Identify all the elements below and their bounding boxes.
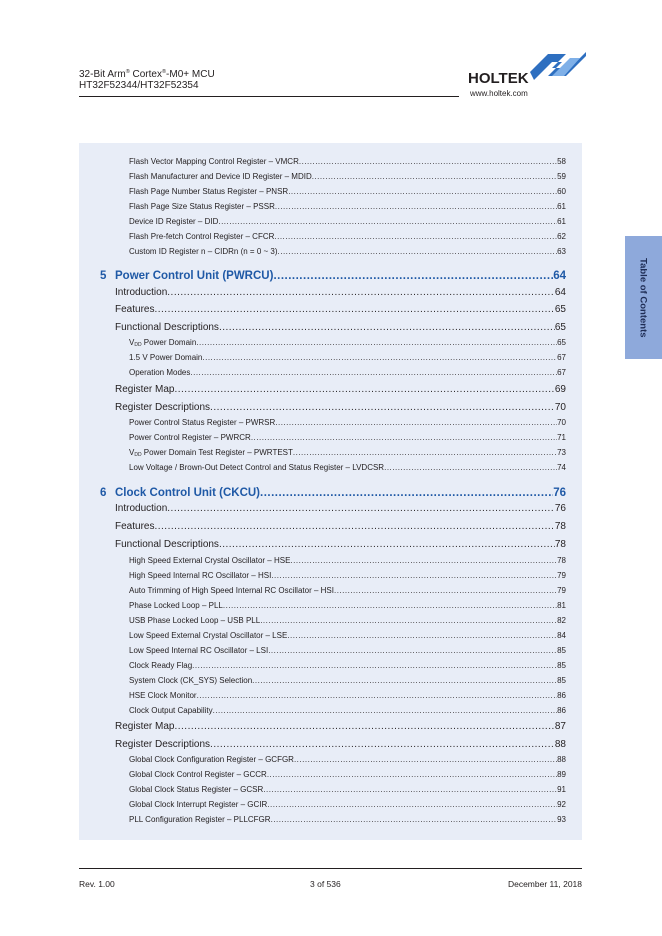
- toc-entry[interactable]: Clock Ready Flag ..... 85: [129, 661, 566, 671]
- toc-entry[interactable]: Global Clock Configuration Register – GCFGR ..... 88: [129, 755, 566, 765]
- toc-section[interactable]: Register Map ..... 87: [115, 721, 566, 733]
- toc-chapter[interactable]: 5 Power Control Unit (PWRCU) ..... 64: [100, 269, 566, 283]
- toc-entry[interactable]: $V_{DD}$ Power Domain Test Register – PWRTEST ..... 73: [129, 448, 566, 460]
- toc-entry[interactable]: $V_{DD}$ Power Domain ..... 65: [129, 338, 566, 350]
- logo-emblem-icon: [530, 52, 586, 80]
- toc-entry[interactable]: Low Voltage / Brown-Out Detect Control and Status Register – LVDCSR ..... 74: [129, 463, 566, 473]
- part-numbers: HT32F52344/HT32F52354: [79, 80, 199, 91]
- toc-entry[interactable]: Flash Page Size Status Register – PSSR ..... 61: [129, 202, 566, 212]
- document-series-title: 32-Bit Arm® Cortex®-M0+ MCU: [79, 69, 215, 80]
- toc-entry[interactable]: Global Clock Interrupt Register – GCIR ..... 92: [129, 800, 566, 810]
- toc-entry[interactable]: System Clock (CK_SYS) Selection ..... 85: [129, 676, 566, 686]
- side-tab-label: Table of Contents: [637, 258, 649, 338]
- toc-chapter[interactable]: 6 Clock Control Unit (CKCU) ..... 76: [100, 486, 566, 500]
- toc-entry[interactable]: Global Clock Control Register – GCCR ..... 89: [129, 770, 566, 780]
- toc-entry[interactable]: Flash Pre-fetch Control Register – CFCR ..... 62: [129, 232, 566, 242]
- toc-entry[interactable]: PLL Configuration Register – PLLCFGR ..... 93: [129, 815, 566, 825]
- toc-entry[interactable]: High Speed External Crystal Oscillator – HSE ..... 78: [129, 556, 566, 566]
- toc-section[interactable]: Register Descriptions ..... 88: [115, 739, 566, 751]
- toc-section[interactable]: Introduction ..... 64: [115, 287, 566, 299]
- toc-entry[interactable]: Clock Output Capability ..... 86: [129, 706, 566, 716]
- page-number: 3 of 536: [310, 879, 341, 889]
- website-link[interactable]: www.holtek.com: [470, 89, 528, 98]
- toc-entry[interactable]: Flash Vector Mapping Control Register – VMCR ..... 58: [129, 157, 566, 167]
- toc-section[interactable]: Features ..... 78: [115, 521, 566, 533]
- toc-entry[interactable]: Power Control Register – PWRCR ..... 71: [129, 433, 566, 443]
- toc-entry[interactable]: High Speed Internal RC Oscillator – HSI ..... 79: [129, 571, 566, 581]
- toc-section[interactable]: Functional Descriptions ..... 78: [115, 539, 566, 551]
- revision-label: Rev. 1.00: [79, 879, 115, 889]
- toc-entry[interactable]: USB Phase Locked Loop – USB PLL ..... 82: [129, 616, 566, 626]
- toc-section[interactable]: Introduction ..... 76: [115, 503, 566, 515]
- toc-entry[interactable]: Custom ID Register n – CIDRn (n = 0 ~ 3) ..... 63: [129, 247, 566, 257]
- footer-rule: [79, 868, 582, 869]
- toc-section[interactable]: Register Map ..... 69: [115, 384, 566, 396]
- header-rule: [79, 96, 459, 97]
- toc-entry[interactable]: Operation Modes ..... 67: [129, 368, 566, 378]
- toc-entry[interactable]: Low Speed Internal RC Oscillator – LSI ..... 85: [129, 646, 566, 656]
- logo-wordmark: HOLTEK: [468, 70, 529, 87]
- toc-section[interactable]: Register Descriptions ..... 70: [115, 402, 566, 414]
- toc-entry[interactable]: HSE Clock Monitor ..... 86: [129, 691, 566, 701]
- toc-entry[interactable]: Phase Locked Loop – PLL ..... 81: [129, 601, 566, 611]
- toc-entry[interactable]: Auto Trimming of High Speed Internal RC Oscillator – HSI ..... 79: [129, 586, 566, 596]
- toc-entry[interactable]: Device ID Register – DID ..... 61: [129, 217, 566, 227]
- toc-section[interactable]: Features ..... 65: [115, 304, 566, 316]
- toc-entry[interactable]: Flash Page Number Status Register – PNSR ..... 60: [129, 187, 566, 197]
- publish-date: December 11, 2018: [507, 879, 582, 889]
- toc-entry[interactable]: Global Clock Status Register – GCSR ..... 91: [129, 785, 566, 795]
- toc-entry[interactable]: Flash Manufacturer and Device ID Register – MDID ..... 59: [129, 172, 566, 182]
- toc-entry[interactable]: Power Control Status Register – PWRSR ..... 70: [129, 418, 566, 428]
- toc-entry[interactable]: 1.5 V Power Domain ..... 67: [129, 353, 566, 363]
- toc-entry[interactable]: Low Speed External Crystal Oscillator – LSE ..... 84: [129, 631, 566, 641]
- toc-section[interactable]: Functional Descriptions ..... 65: [115, 322, 566, 334]
